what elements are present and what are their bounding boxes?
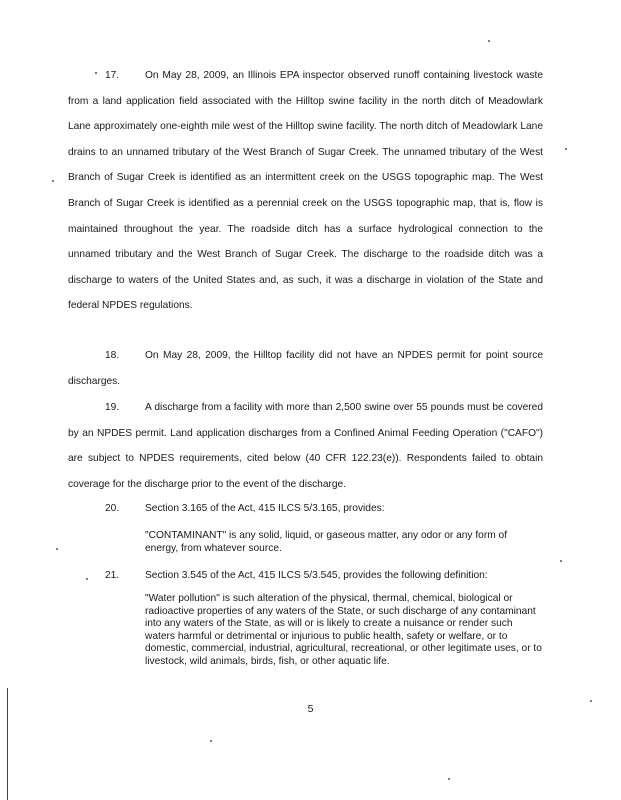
scan-speck	[565, 148, 567, 150]
scan-speck	[52, 180, 54, 182]
paragraph-19	[68, 395, 543, 497]
scan-speck	[488, 40, 490, 42]
paragraph-number: 19.	[105, 402, 120, 413]
paragraph-18	[68, 343, 543, 394]
scan-speck	[86, 578, 88, 580]
paragraph-text: On May 28, 2009, the Hilltop facility did not have an NPDES permit for point source discharges.	[68, 350, 543, 387]
quote-contaminant-definition: "CONTAMINANT" is any solid, liquid, or gaseous matter, any odor or any form of energy, from whatever source.	[145, 530, 508, 554]
paragraph-text: On May 28, 2009, an Illinois EPA inspector observed runoff containing livestock waste from a land application field associated with the Hilltop swine facility in the north ditch of Meadowlark Lane approximately one-eighth mile west of the Hilltop swine facility. The north ditch of Meadowlark Lane drains to an unnamed tributary of the West Branch of Sugar Creek. The unnamed tributary of the West Branch of Sugar Creek is identified as an intermittent creek on the USGS topographic map. The West Branch of Sugar Creek is identified as a perennial creek on the USGS topographic map, that is, flow is maintained throughout the year. The roadside ditch has a surface hydrological connection to the unnamed tributary and the West Branch of Sugar Creek. The discharge to the roadside ditch was a discharge to waters of the United States and, as such, it was a discharge in violation of the State and federal NPDES regulations.	[68, 70, 543, 312]
paragraph-17	[68, 63, 543, 319]
paragraph-text: Section 3.545 of the Act, 415 ILCS 5/3.545, provides the following definition:	[145, 570, 488, 581]
scan-edge-line	[7, 688, 8, 800]
page-number: 5	[307, 703, 314, 715]
paragraph-20	[105, 503, 385, 514]
scan-speck	[210, 740, 212, 742]
paragraph-text: A discharge from a facility with more than 2,500 swine over 55 pounds must be covered by an NPDES permit. Land application discharges from a Confined Animal Feeding Operation ("CAFO") are subject to NPDES requirements, cited below (40 CFR 122.23(e)). Respondents failed to obtain coverage for the discharge prior to the event of the discharge.	[68, 402, 543, 490]
quote-water-pollution-definition: "Water pollution" is such alteration of the physical, thermal, chemical, biological or radioactive properties of any waters of the State, or such discharge of any contaminant into any waters of the State, as will or is likely to create a nuisance or render such waters harmful or detrimental or injurious to public health, safety or welfare, or to domestic, commercial, industrial, agricultural, recreational, or other legitimate uses, or to livestock, wild animals, birds, fish, or other aquatic life.	[145, 593, 542, 667]
scan-speck	[95, 72, 97, 74]
scan-speck	[590, 700, 592, 702]
paragraph-21	[105, 570, 488, 581]
paragraph-text: Section 3.165 of the Act, 415 ILCS 5/3.165, provides:	[145, 503, 385, 514]
scan-speck	[56, 548, 58, 550]
paragraph-number: 18.	[105, 350, 120, 361]
paragraph-number: 20.	[105, 503, 120, 514]
scan-speck	[448, 778, 450, 780]
scan-speck	[560, 560, 562, 562]
paragraph-number: 21.	[105, 570, 120, 581]
paragraph-number: 17.	[105, 70, 120, 81]
